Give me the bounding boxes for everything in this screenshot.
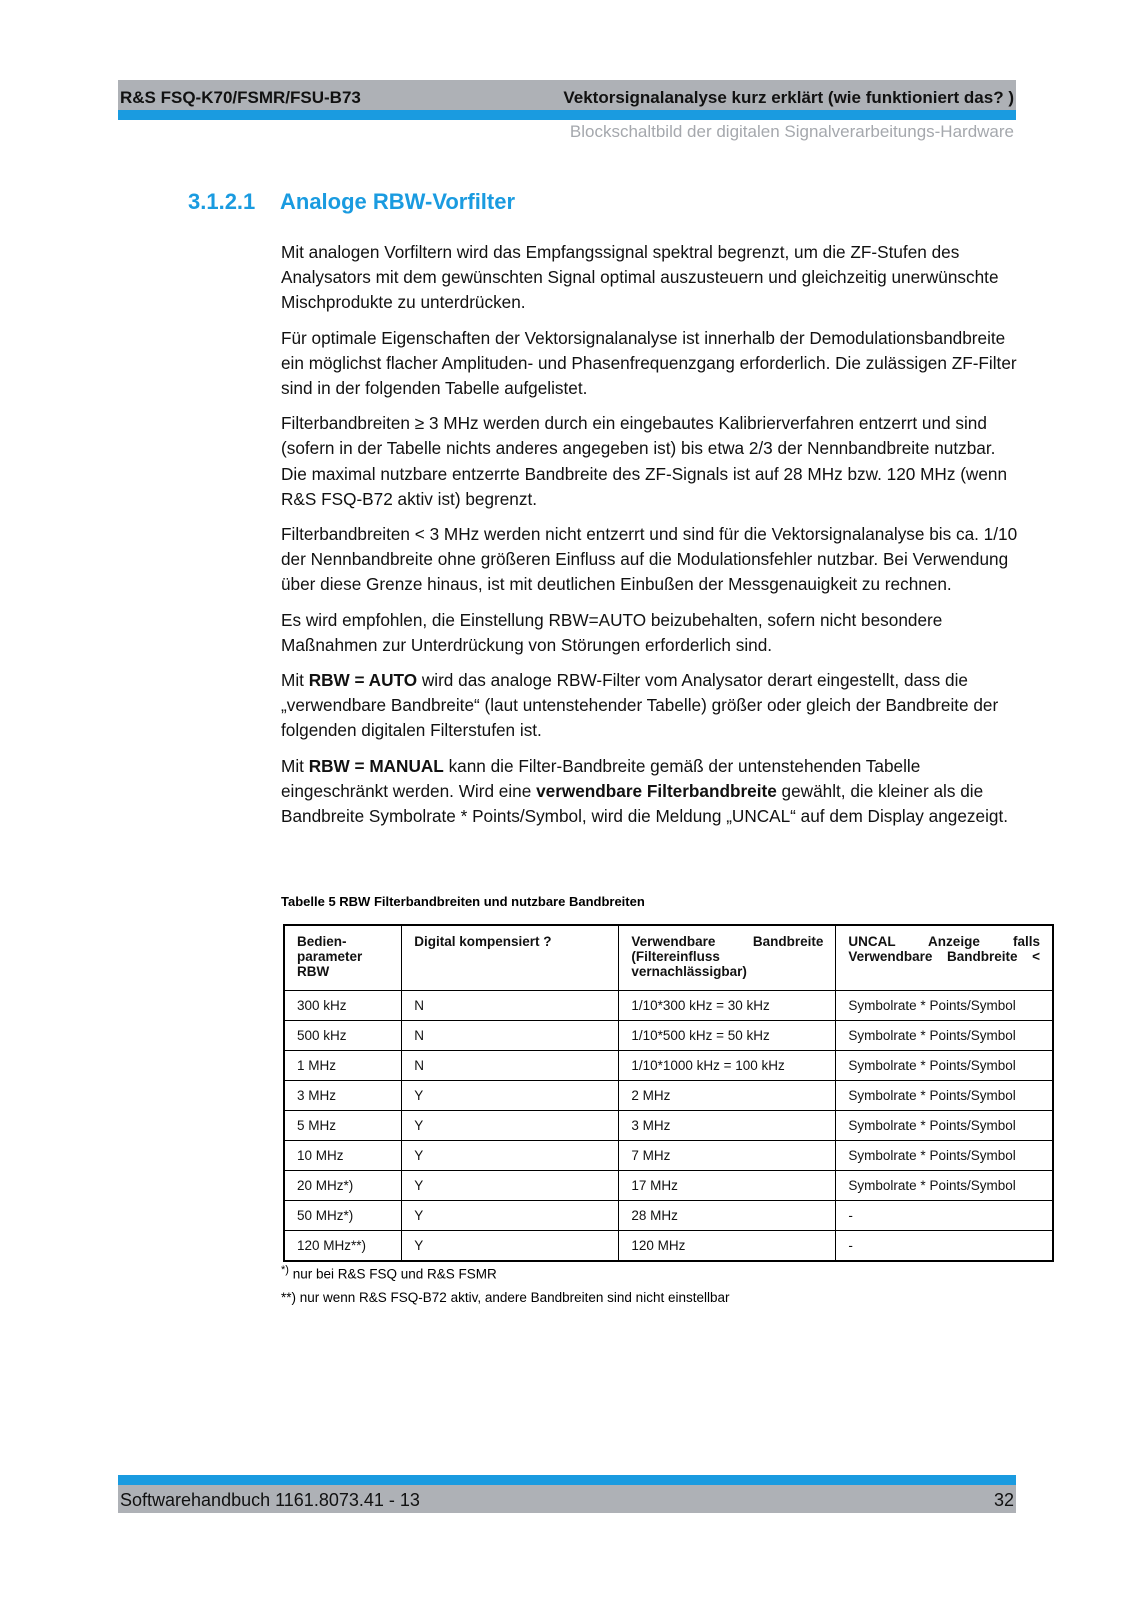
section-heading bbox=[188, 189, 515, 215]
table-cell: N bbox=[402, 1021, 619, 1051]
paragraph-6 bbox=[281, 668, 1021, 744]
table-header-row bbox=[284, 925, 1053, 991]
table-cell: Y bbox=[402, 1171, 619, 1201]
rbw-auto-term: RBW = AUTO bbox=[308, 670, 418, 691]
paragraph-7-text: Mit bbox=[281, 755, 309, 776]
table-row bbox=[284, 1081, 1053, 1111]
header-product: R&S FSQ-K70/FSMR/FSU-B73 bbox=[120, 88, 361, 107]
paragraph-4: Filterbandbreiten < 3 MHz werden nicht entzerrt und sind für die Vektorsignalanalyse bis ca. 1/10 der Nennbandbreite ohne größeren Einfluss auf die Modulationsfehler nutzbar. Bei Verwendung über diese Grenze hinaus, ist mit deutlichen Einbußen der Messgenauigkeit zu rechnen. bbox=[281, 524, 1018, 595]
table-cell: Y bbox=[402, 1141, 619, 1171]
table-cell: Symbolrate * Points/Symbol bbox=[836, 991, 1053, 1021]
table-cell: 3 MHz bbox=[619, 1111, 836, 1141]
rbw-manual-term: RBW = MANUAL bbox=[308, 755, 444, 776]
body-text bbox=[281, 240, 1021, 839]
table-row bbox=[284, 1021, 1053, 1051]
table-cell: Symbolrate * Points/Symbol bbox=[836, 1141, 1053, 1171]
table-caption: Tabelle 5 RBW Filterbandbreiten und nutzbare Bandbreiten bbox=[281, 894, 645, 909]
table-cell: 3 MHz bbox=[284, 1081, 402, 1111]
table-cell: Y bbox=[402, 1111, 619, 1141]
table-cell: N bbox=[402, 991, 619, 1021]
table-cell: - bbox=[836, 1231, 1053, 1262]
table-cell: 120 MHz bbox=[619, 1231, 836, 1262]
table-cell: Symbolrate * Points/Symbol bbox=[836, 1111, 1053, 1141]
paragraph-2: Für optimale Eigenschaften der Vektorsignalanalyse ist innerhalb der Demodulationsbandbreite ein möglichst flacher Amplituden- und Phasenfrequenzgang erforderlich. Die zulässigen ZF-Filter sind in der folgenden Tabelle aufgelistet. bbox=[281, 327, 1017, 399]
table-row bbox=[284, 1111, 1053, 1141]
table-row bbox=[284, 1171, 1053, 1201]
table-cell: Y bbox=[402, 1201, 619, 1231]
col-header-digital: Digital kompensiert ? bbox=[402, 925, 619, 991]
table-cell: 20 MHz*) bbox=[284, 1171, 402, 1201]
table-cell: 1/10*300 kHz = 30 kHz bbox=[619, 991, 836, 1021]
table-row bbox=[284, 1231, 1053, 1262]
usable-bandwidth-term: verwendbare Filterbandbreite bbox=[536, 780, 777, 801]
table-cell: 500 kHz bbox=[284, 1021, 402, 1051]
rbw-table bbox=[283, 924, 1054, 1262]
col-header-rbw: Bedien- parameter RBW bbox=[284, 925, 402, 991]
table-cell: 17 MHz bbox=[619, 1171, 836, 1201]
paragraph-7-text: kann die Filter-Bandbreite gemäß der untenstehenden Tabelle eingeschränkt werden. Wird eine bbox=[281, 755, 921, 801]
table-row bbox=[284, 1051, 1053, 1081]
table-row bbox=[284, 1201, 1053, 1231]
table-cell: 1/10*500 kHz = 50 kHz bbox=[619, 1021, 836, 1051]
table-cell: 10 MHz bbox=[284, 1141, 402, 1171]
footnote-1-text: nur bei R&S FSQ und R&S FSMR bbox=[288, 1266, 497, 1282]
table-cell: 7 MHz bbox=[619, 1141, 836, 1171]
table-cell: - bbox=[836, 1201, 1053, 1231]
table-cell: 28 MHz bbox=[619, 1201, 836, 1231]
paragraph-5: Es wird empfohlen, die Einstellung RBW=AUTO beizubehalten, sofern nicht besondere Maßnahmen zur Unterdrückung von Störungen erforderlich sind. bbox=[281, 609, 943, 655]
table-row bbox=[284, 1141, 1053, 1171]
footer-manual-number: Softwarehandbuch 1161.8073.41 - 13 bbox=[120, 1490, 420, 1510]
table-cell: 300 kHz bbox=[284, 991, 402, 1021]
footnote-2: **) nur wenn R&S FSQ-B72 aktiv, andere Bandbreiten sind nicht einstellbar bbox=[281, 1290, 730, 1305]
table-cell: 2 MHz bbox=[619, 1081, 836, 1111]
table-cell: 5 MHz bbox=[284, 1111, 402, 1141]
paragraph-6-text: wird das analoge RBW-Filter vom Analysator derart eingestellt, dass die „verwendbare Bandbreite“ (laut untenstehender Tabelle) größer oder gleich der Bandbreite der folgenden digitalen Filterstufen ist. bbox=[281, 670, 999, 741]
table-cell: Symbolrate * Points/Symbol bbox=[836, 1171, 1053, 1201]
paragraph-7 bbox=[281, 754, 1021, 830]
section-title: Analoge RBW-Vorfilter bbox=[280, 189, 516, 214]
header-subtitle: Blockschaltbild der digitalen Signalverarbeitungs-Hardware bbox=[569, 122, 1014, 141]
col-header-uncal: UNCAL Anzeige falls Verwendbare Bandbreite < bbox=[836, 925, 1053, 991]
paragraph-6-text: Mit bbox=[281, 670, 309, 691]
header-chapter: Vektorsignalanalyse kurz erklärt (wie funktioniert das? ) bbox=[563, 88, 1014, 107]
footnote-1 bbox=[281, 1264, 497, 1282]
header-blue-rule bbox=[118, 110, 1016, 120]
footnote-1-mark: *) bbox=[281, 1264, 289, 1276]
footer-blue-rule bbox=[118, 1475, 1016, 1485]
paragraph-7-text: gewählt, die kleiner als die Bandbreite Symbolrate * Points/Symbol, wird die Meldung „UNCAL“ auf dem Display angezeigt. bbox=[281, 780, 1008, 827]
table-cell: 50 MHz*) bbox=[284, 1201, 402, 1231]
table-row bbox=[284, 991, 1053, 1021]
table-cell: N bbox=[402, 1051, 619, 1081]
table-cell: 1 MHz bbox=[284, 1051, 402, 1081]
paragraph-1: Mit analogen Vorfiltern wird das Empfangssignal spektral begrenzt, um die ZF-Stufen des Analysators mit dem gewünschten Signal optimal auszusteuern und gleichzeitig unerwünschte Mischprodukte zu unterdrücken. bbox=[281, 242, 999, 313]
table-cell: Y bbox=[402, 1081, 619, 1111]
col-header-usable: Verwendbare Bandbreite (Filtereinfluss vernachlässigbar) bbox=[619, 925, 836, 991]
table-cell: Y bbox=[402, 1231, 619, 1262]
table-cell: Symbolrate * Points/Symbol bbox=[836, 1051, 1053, 1081]
page-number: 32 bbox=[993, 1490, 1014, 1510]
section-number: 3.1.2.1 bbox=[188, 189, 256, 214]
table-cell: Symbolrate * Points/Symbol bbox=[836, 1021, 1053, 1051]
paragraph-3: Filterbandbreiten ≥ 3 MHz werden durch ein eingebautes Kalibrierverfahren entzerrt und sind (sofern in der Tabelle nichts anderes angegeben ist) bis etwa 2/3 der Nennbandbreite nutzbar. Die maximal nutzbare entzerrte Bandbreite des ZF-Signals ist auf 28 MHz bzw. 120 MHz (wenn R&S FSQ-B72 aktiv ist) begrenzt. bbox=[281, 413, 1008, 509]
table-cell: 120 MHz**) bbox=[284, 1231, 402, 1262]
table-cell: 1/10*1000 kHz = 100 kHz bbox=[619, 1051, 836, 1081]
table-cell: Symbolrate * Points/Symbol bbox=[836, 1081, 1053, 1111]
